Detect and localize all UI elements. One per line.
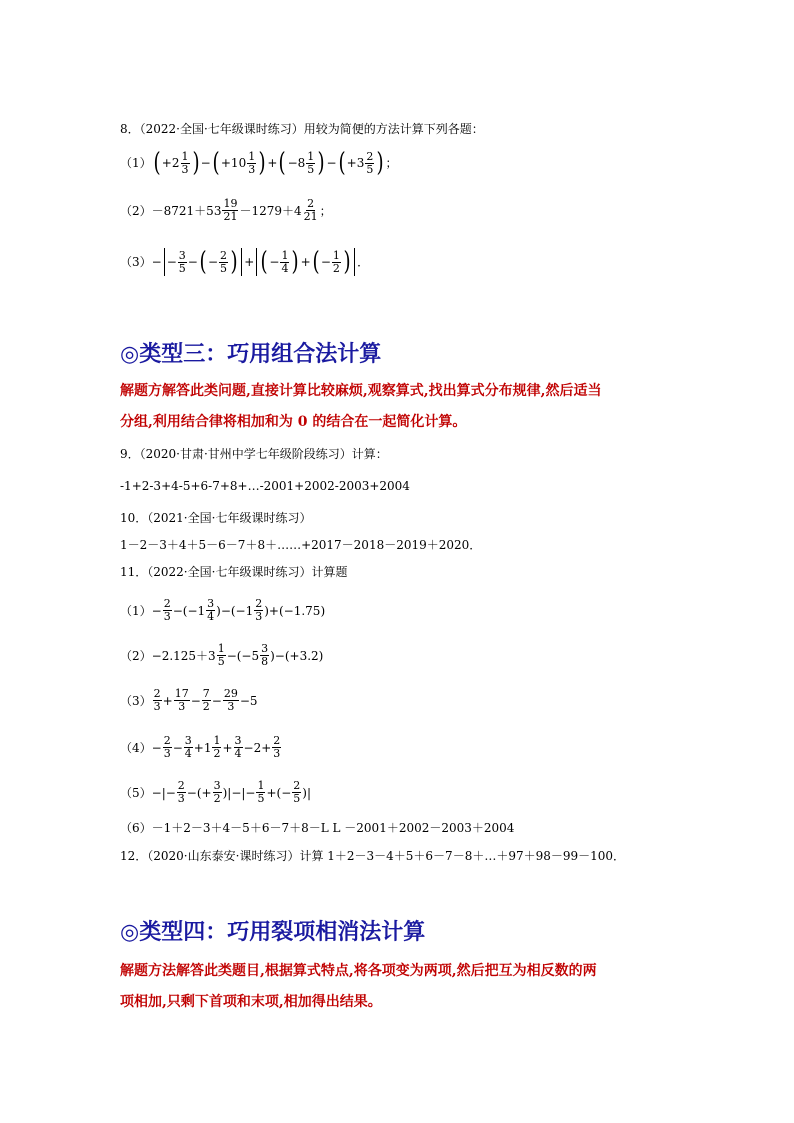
q8-part1: （1） ( +2 $\frac{1}{3}$ ) − ( +10 $\frac{1}{3}$ ) + ( −8 $\frac{1}{5}$ ) − ( +3 $\frac{2}{5}$ ) ； [120, 148, 398, 178]
q8-part3-label: （3） [120, 255, 152, 269]
section3-desc [120, 376, 680, 438]
q11-part6-label: （6） [120, 821, 152, 835]
q11-part4: （4） − $\frac{2}{3}$ − $\frac{3}{4}$ +1 $\frac{1}{2}$ + $\frac{3}{4}$ −2+ $\frac{2}{3}$ [120, 734, 281, 760]
q9-expr: -1+2-3+4-5+6-7+8+…-2001+2002-2003+2004 [120, 479, 410, 493]
q8-part2-label: （2） [120, 203, 152, 218]
section4-title: ◎类型四：巧用裂项相消法计算 [120, 919, 426, 945]
q10-stem: 10．（2021·全国·七年级课时练习） [120, 511, 312, 525]
q11-part4-label: （4） [120, 740, 152, 755]
q8-stem: 8．（2022·全国·七年级课时练习）用较为简便的方法计算下列各题： [120, 122, 484, 136]
q8-part2-a: －8721＋53 [151, 203, 222, 218]
q11-part5: （5） −|− $\frac{2}{3}$ −(+ $\frac{3}{2}$ )|−|− $\frac{1}{5}$ +(− $\frac{2}{5}$ )| [120, 779, 312, 805]
q8-part2-b: －1279＋4 [239, 203, 302, 218]
q11-stem: 11．（2022·全国·七年级课时练习）计算题 [120, 565, 348, 579]
q11-part6 [120, 820, 514, 836]
q11-part1-label: （1） [120, 603, 152, 618]
q11-part3-label: （3） [120, 693, 152, 708]
q11-part6-expr: －1＋2－3＋4－5＋6－7＋8－L L －2001＋2002－2003＋2004 [151, 821, 515, 835]
q8-part2: （2） －8721＋53 $\frac{19}{21}$ －1279＋4 $\frac{2}{21}$ ； [120, 197, 332, 223]
section4-desc [120, 956, 680, 1018]
q11-part1: （1） − $\frac{2}{3}$ −(−1 $\frac{3}{4}$ )−(−1 $\frac{2}{3}$ )+(−1.75) [120, 597, 326, 623]
section3-desc-line1: 解题方解答此类问题,直接计算比较麻烦,观察算式,找出算式分布规律,然后适当 [120, 383, 602, 399]
q8-part3: （3） − − $\frac{3}{5}$ − ( − $\frac{2}{5}$ ) + ( − $\frac{1}{4}$ ) + ( − $\frac{1}{2}$ ) ． [120, 247, 370, 277]
q9-stem: 9．（2020·甘肃·甘州中学七年级阶段练习）计算： [120, 447, 388, 461]
section4-desc-line1: 解题方法解答此类题目,根据算式特点,将各项变为两项,然后把互为相反数的两 [120, 963, 597, 979]
section4-desc-line2: 项相加,只剩下首项和末项,相加得出结果。 [120, 994, 382, 1010]
q11-part2: （2） −2.125＋3 $\frac{1}{5}$ −(−5 $\frac{3}{8}$ )−(+3.2) [120, 642, 324, 668]
q10-expr: 1－2－3＋4＋5－6－7＋8＋……+2017－2018－2019＋2020． [120, 538, 482, 552]
section3-title: ◎类型三：巧用组合法计算 [120, 341, 382, 367]
q12-stem: 12．（2020·山东泰安·课时练习）计算 1＋2－3－4＋5＋6－7－8＋…＋97＋98－99－100． [120, 849, 626, 863]
q11-part2-label: （2） [120, 648, 152, 663]
q11-part5-label: （5） [120, 785, 152, 800]
q11-part3: （3） $\frac{2}{3}$ + $\frac{17}{3}$ − $\frac{7}{2}$ − $\frac{29}{3}$ −5 [120, 687, 258, 713]
q8-part1-label: （1） [120, 156, 152, 170]
section3-desc-line2: 分组,利用结合律将相加和为 0 的结合在一起简化计算。 [120, 414, 467, 430]
